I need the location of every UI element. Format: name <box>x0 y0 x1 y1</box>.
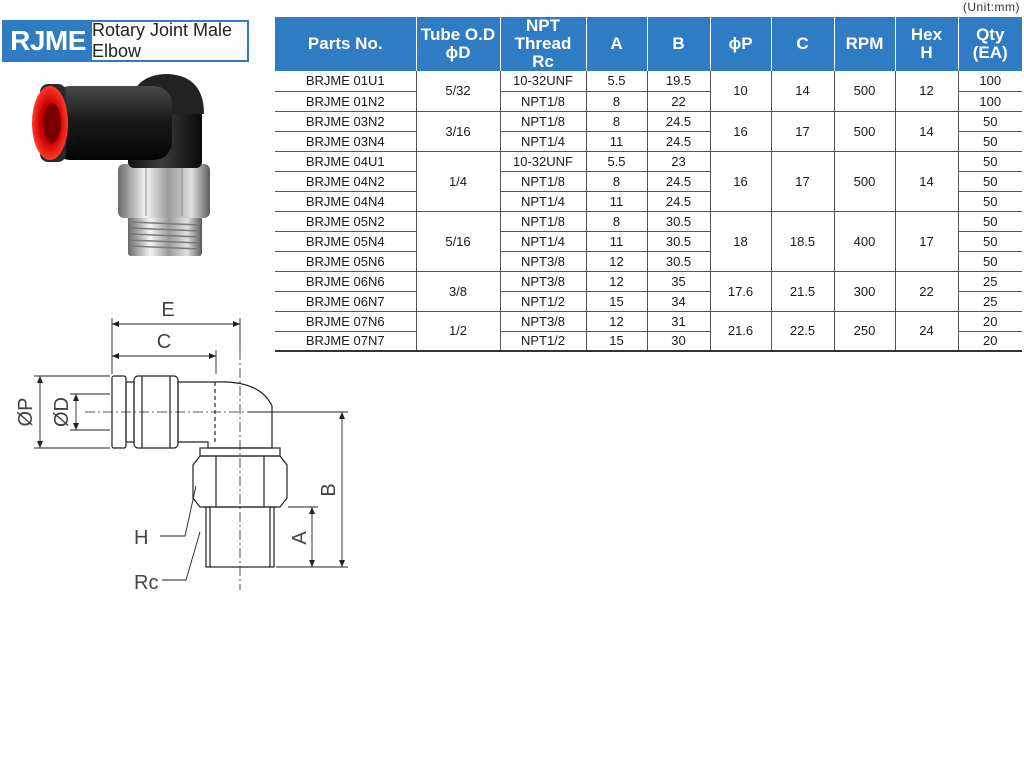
cell-c: 18.5 <box>771 211 834 271</box>
cell-qty: 20 <box>958 331 1022 351</box>
cell-part-no: BRJME 04N2 <box>275 171 416 191</box>
cell-npt-thread: NPT1/8 <box>500 211 586 231</box>
hex-nut <box>118 164 210 218</box>
cell-tube-od: 3/16 <box>416 111 500 151</box>
dim-label-a: A <box>289 531 311 545</box>
column-header-sublabel: ϕD <box>445 43 471 62</box>
cell-part-no: BRJME 05N4 <box>275 231 416 251</box>
cell-part-no: BRJME 04U1 <box>275 151 416 171</box>
column-header-rpm <box>834 17 895 71</box>
cell-c: 17 <box>771 151 834 211</box>
cell-npt-thread: NPT1/8 <box>500 111 586 131</box>
column-header-label: Hex <box>910 25 943 44</box>
cell-p: 16 <box>710 111 771 151</box>
table-header-row <box>275 17 1022 71</box>
cell-tube-od: 1/2 <box>416 311 500 351</box>
cell-a: 11 <box>586 231 647 251</box>
cell-b: 34 <box>647 291 710 311</box>
column-header-label: ϕP <box>728 34 753 53</box>
cell-part-no: BRJME 05N2 <box>275 211 416 231</box>
column-header-label: Qty <box>976 25 1005 44</box>
cell-npt-thread: NPT1/4 <box>500 131 586 151</box>
cell-hex: 14 <box>895 151 958 211</box>
cell-npt-thread: NPT1/8 <box>500 91 586 111</box>
column-header-sublabel: Rc <box>532 52 554 71</box>
cell-a: 11 <box>586 131 647 151</box>
cell-qty: 25 <box>958 291 1022 311</box>
cell-b: 30.5 <box>647 211 710 231</box>
cell-a: 5.5 <box>586 71 647 91</box>
cell-rpm: 500 <box>834 111 895 151</box>
column-header-sublabel: (EA) <box>972 43 1008 62</box>
cell-npt-thread: NPT3/8 <box>500 271 586 291</box>
cell-a: 8 <box>586 171 647 191</box>
column-header-c <box>771 17 834 71</box>
cell-a: 12 <box>586 271 647 291</box>
column-header-label: Tube O.D <box>420 25 496 44</box>
cell-b: 30.5 <box>647 251 710 271</box>
cell-b: 24.5 <box>647 171 710 191</box>
cell-qty: 50 <box>958 211 1022 231</box>
cell-p: 21.6 <box>710 311 771 351</box>
table-row <box>275 151 1022 171</box>
cell-rpm: 500 <box>834 71 895 111</box>
column-header-label: NPT Thread <box>514 16 572 53</box>
cell-part-no: BRJME 07N7 <box>275 331 416 351</box>
cell-tube-od: 1/4 <box>416 151 500 211</box>
cell-a: 12 <box>586 311 647 331</box>
cell-p: 10 <box>710 71 771 111</box>
column-header-a <box>586 17 647 71</box>
cell-part-no: BRJME 07N6 <box>275 311 416 331</box>
cell-b: 35 <box>647 271 710 291</box>
cell-qty: 50 <box>958 171 1022 191</box>
cell-b: 22 <box>647 91 710 111</box>
dim-label-b: B <box>318 483 340 497</box>
cell-qty: 50 <box>958 151 1022 171</box>
cell-npt-thread: 10-32UNF <box>500 151 586 171</box>
cell-qty: 50 <box>958 131 1022 151</box>
column-header-hex <box>895 17 958 71</box>
cell-npt-thread: NPT1/4 <box>500 231 586 251</box>
column-header-b <box>647 17 710 71</box>
dim-label-d: ØD <box>51 397 73 427</box>
column-header-label: A <box>610 34 623 53</box>
column-header-tube <box>416 17 500 71</box>
cell-b: 24.5 <box>647 131 710 151</box>
product-name: Rotary Joint Male Elbow <box>92 22 247 60</box>
cell-rpm: 500 <box>834 151 895 211</box>
cell-part-no: BRJME 03N4 <box>275 131 416 151</box>
cell-qty: 100 <box>958 71 1022 91</box>
column-header-sublabel: H <box>920 43 933 62</box>
cell-tube-od: 3/8 <box>416 271 500 311</box>
cell-b: 31 <box>647 311 710 331</box>
unit-note: (Unit:mm) <box>962 0 1020 14</box>
cell-part-no: BRJME 06N6 <box>275 271 416 291</box>
cell-part-no: BRJME 06N7 <box>275 291 416 311</box>
cell-qty: 20 <box>958 311 1022 331</box>
cell-npt-thread: NPT1/8 <box>500 171 586 191</box>
cell-c: 17 <box>771 111 834 151</box>
table-row <box>275 211 1022 231</box>
cell-hex: 12 <box>895 71 958 111</box>
cell-hex: 22 <box>895 271 958 311</box>
cell-qty: 25 <box>958 271 1022 291</box>
cell-rpm: 300 <box>834 271 895 311</box>
cell-a: 8 <box>586 211 647 231</box>
dim-label-h: H <box>134 527 149 549</box>
cell-a: 8 <box>586 111 647 131</box>
cell-qty: 50 <box>958 251 1022 271</box>
cell-a: 15 <box>586 291 647 311</box>
product-photo <box>18 66 218 266</box>
cell-b: 30 <box>647 331 710 351</box>
thread-section <box>128 216 202 256</box>
table-row <box>275 71 1022 91</box>
column-header-label: Parts No. <box>307 34 383 53</box>
table-row <box>275 111 1022 131</box>
cell-rpm: 400 <box>834 211 895 271</box>
cell-tube-od: 5/16 <box>416 211 500 271</box>
cell-p: 17.6 <box>710 271 771 311</box>
cell-a: 5.5 <box>586 151 647 171</box>
product-badge <box>2 20 249 62</box>
cell-a: 12 <box>586 251 647 271</box>
table-row <box>275 311 1022 331</box>
column-header-npt <box>500 17 586 71</box>
dim-label-rc: Rc <box>134 572 159 594</box>
cell-c: 22.5 <box>771 311 834 351</box>
cell-qty: 50 <box>958 191 1022 211</box>
cell-c: 21.5 <box>771 271 834 311</box>
spec-table <box>275 17 1022 352</box>
cell-b: 24.5 <box>647 111 710 131</box>
product-code: RJME <box>4 22 92 60</box>
cell-tube-od: 5/32 <box>416 71 500 111</box>
dim-label-p: ØP <box>15 397 37 427</box>
column-header-label: RPM <box>845 34 884 53</box>
table-row <box>275 271 1022 291</box>
cell-c: 14 <box>771 71 834 111</box>
cell-qty: 100 <box>958 91 1022 111</box>
cell-qty: 50 <box>958 111 1022 131</box>
cell-a: 8 <box>586 91 647 111</box>
column-header-label: C <box>796 34 809 53</box>
cell-hex: 17 <box>895 211 958 271</box>
cell-npt-thread: NPT3/8 <box>500 251 586 271</box>
dim-label-c: C <box>156 331 172 353</box>
cell-part-no: BRJME 03N2 <box>275 111 416 131</box>
cell-npt-thread: 10-32UNF <box>500 71 586 91</box>
cell-npt-thread: NPT1/2 <box>500 331 586 351</box>
cell-part-no: BRJME 01N2 <box>275 91 416 111</box>
cell-hex: 14 <box>895 111 958 151</box>
cell-b: 24.5 <box>647 191 710 211</box>
column-header-label: B <box>672 34 685 53</box>
cell-b: 30.5 <box>647 231 710 251</box>
cell-part-no: BRJME 04N4 <box>275 191 416 211</box>
cell-hex: 24 <box>895 311 958 351</box>
cell-p: 18 <box>710 211 771 271</box>
cell-b: 19.5 <box>647 71 710 91</box>
dim-label-e: E <box>161 299 175 321</box>
cell-npt-thread: NPT3/8 <box>500 311 586 331</box>
cell-b: 23 <box>647 151 710 171</box>
cell-qty: 50 <box>958 231 1022 251</box>
cell-npt-thread: NPT1/4 <box>500 191 586 211</box>
cell-a: 11 <box>586 191 647 211</box>
cell-npt-thread: NPT1/2 <box>500 291 586 311</box>
cell-p: 16 <box>710 151 771 211</box>
cell-part-no: BRJME 05N6 <box>275 251 416 271</box>
column-header-p <box>710 17 771 71</box>
cell-rpm: 250 <box>834 311 895 351</box>
column-header-qty <box>958 17 1022 71</box>
table-body <box>275 71 1022 351</box>
column-header-part <box>275 17 416 71</box>
technical-drawing <box>10 290 370 610</box>
cell-part-no: BRJME 01U1 <box>275 71 416 91</box>
cell-a: 15 <box>586 331 647 351</box>
